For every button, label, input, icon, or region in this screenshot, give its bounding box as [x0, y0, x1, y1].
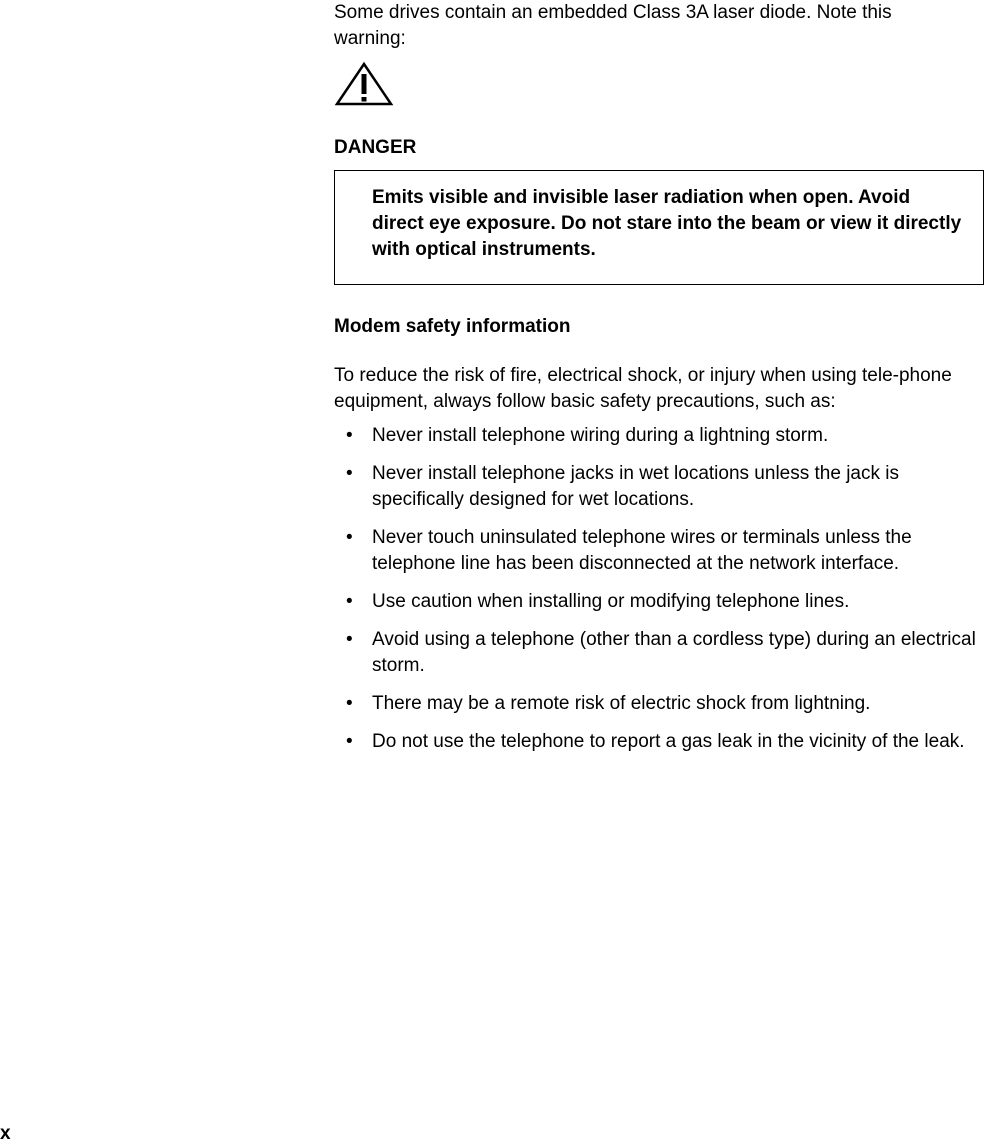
laser-intro-text: Some drives contain an embedded Class 3A laser diode. Note this warning: [334, 2, 892, 49]
page-content [334, 0, 984, 767]
bullet-icon: • [346, 463, 353, 484]
bullet-icon: • [346, 527, 353, 548]
list-item [334, 423, 982, 449]
bullet-icon: • [346, 731, 353, 752]
bullet-icon: • [346, 425, 353, 446]
danger-box [334, 170, 984, 285]
list-item [334, 461, 982, 513]
list-item [334, 691, 982, 717]
modem-safety-list [334, 423, 984, 755]
list-item-text: Do not use the telephone to report a gas leak in the vicinity of the leak. [372, 731, 965, 752]
modem-safety-heading: Modem safety information [334, 316, 571, 337]
list-item-text: Use caution when installing or modifying telephone lines. [372, 591, 850, 612]
danger-text: Emits visible and invisible laser radiation when open. Avoid direct eye exposure. Do not stare into the beam or view it directly with optical instruments. [372, 187, 962, 260]
list-item-text: Never install telephone wiring during a lightning storm. [372, 425, 829, 446]
list-item [334, 525, 982, 577]
modem-safety-intro: To reduce the risk of fire, electrical shock, or injury when using tele-phone equipment, always follow basic safety precautions, such as: [334, 365, 952, 412]
bullet-icon: • [346, 693, 353, 714]
list-item [334, 589, 982, 615]
list-item [334, 729, 982, 755]
list-item-text: Avoid using a telephone (other than a cordless type) during an electrical storm. [372, 629, 976, 676]
warning-triangle-icon [334, 60, 394, 110]
list-item-text: There may be a remote risk of electric shock from lightning. [372, 693, 871, 714]
bullet-icon: • [346, 629, 353, 650]
bullet-icon: • [346, 591, 353, 612]
danger-heading: DANGER [334, 137, 417, 158]
list-item [334, 627, 982, 679]
page-number: x [0, 1123, 11, 1144]
list-item-text: Never install telephone jacks in wet locations unless the jack is specifically designed for wet locations. [372, 463, 899, 510]
list-item-text: Never touch uninsulated telephone wires or terminals unless the telephone line has been disconnected at the network interface. [372, 527, 912, 574]
